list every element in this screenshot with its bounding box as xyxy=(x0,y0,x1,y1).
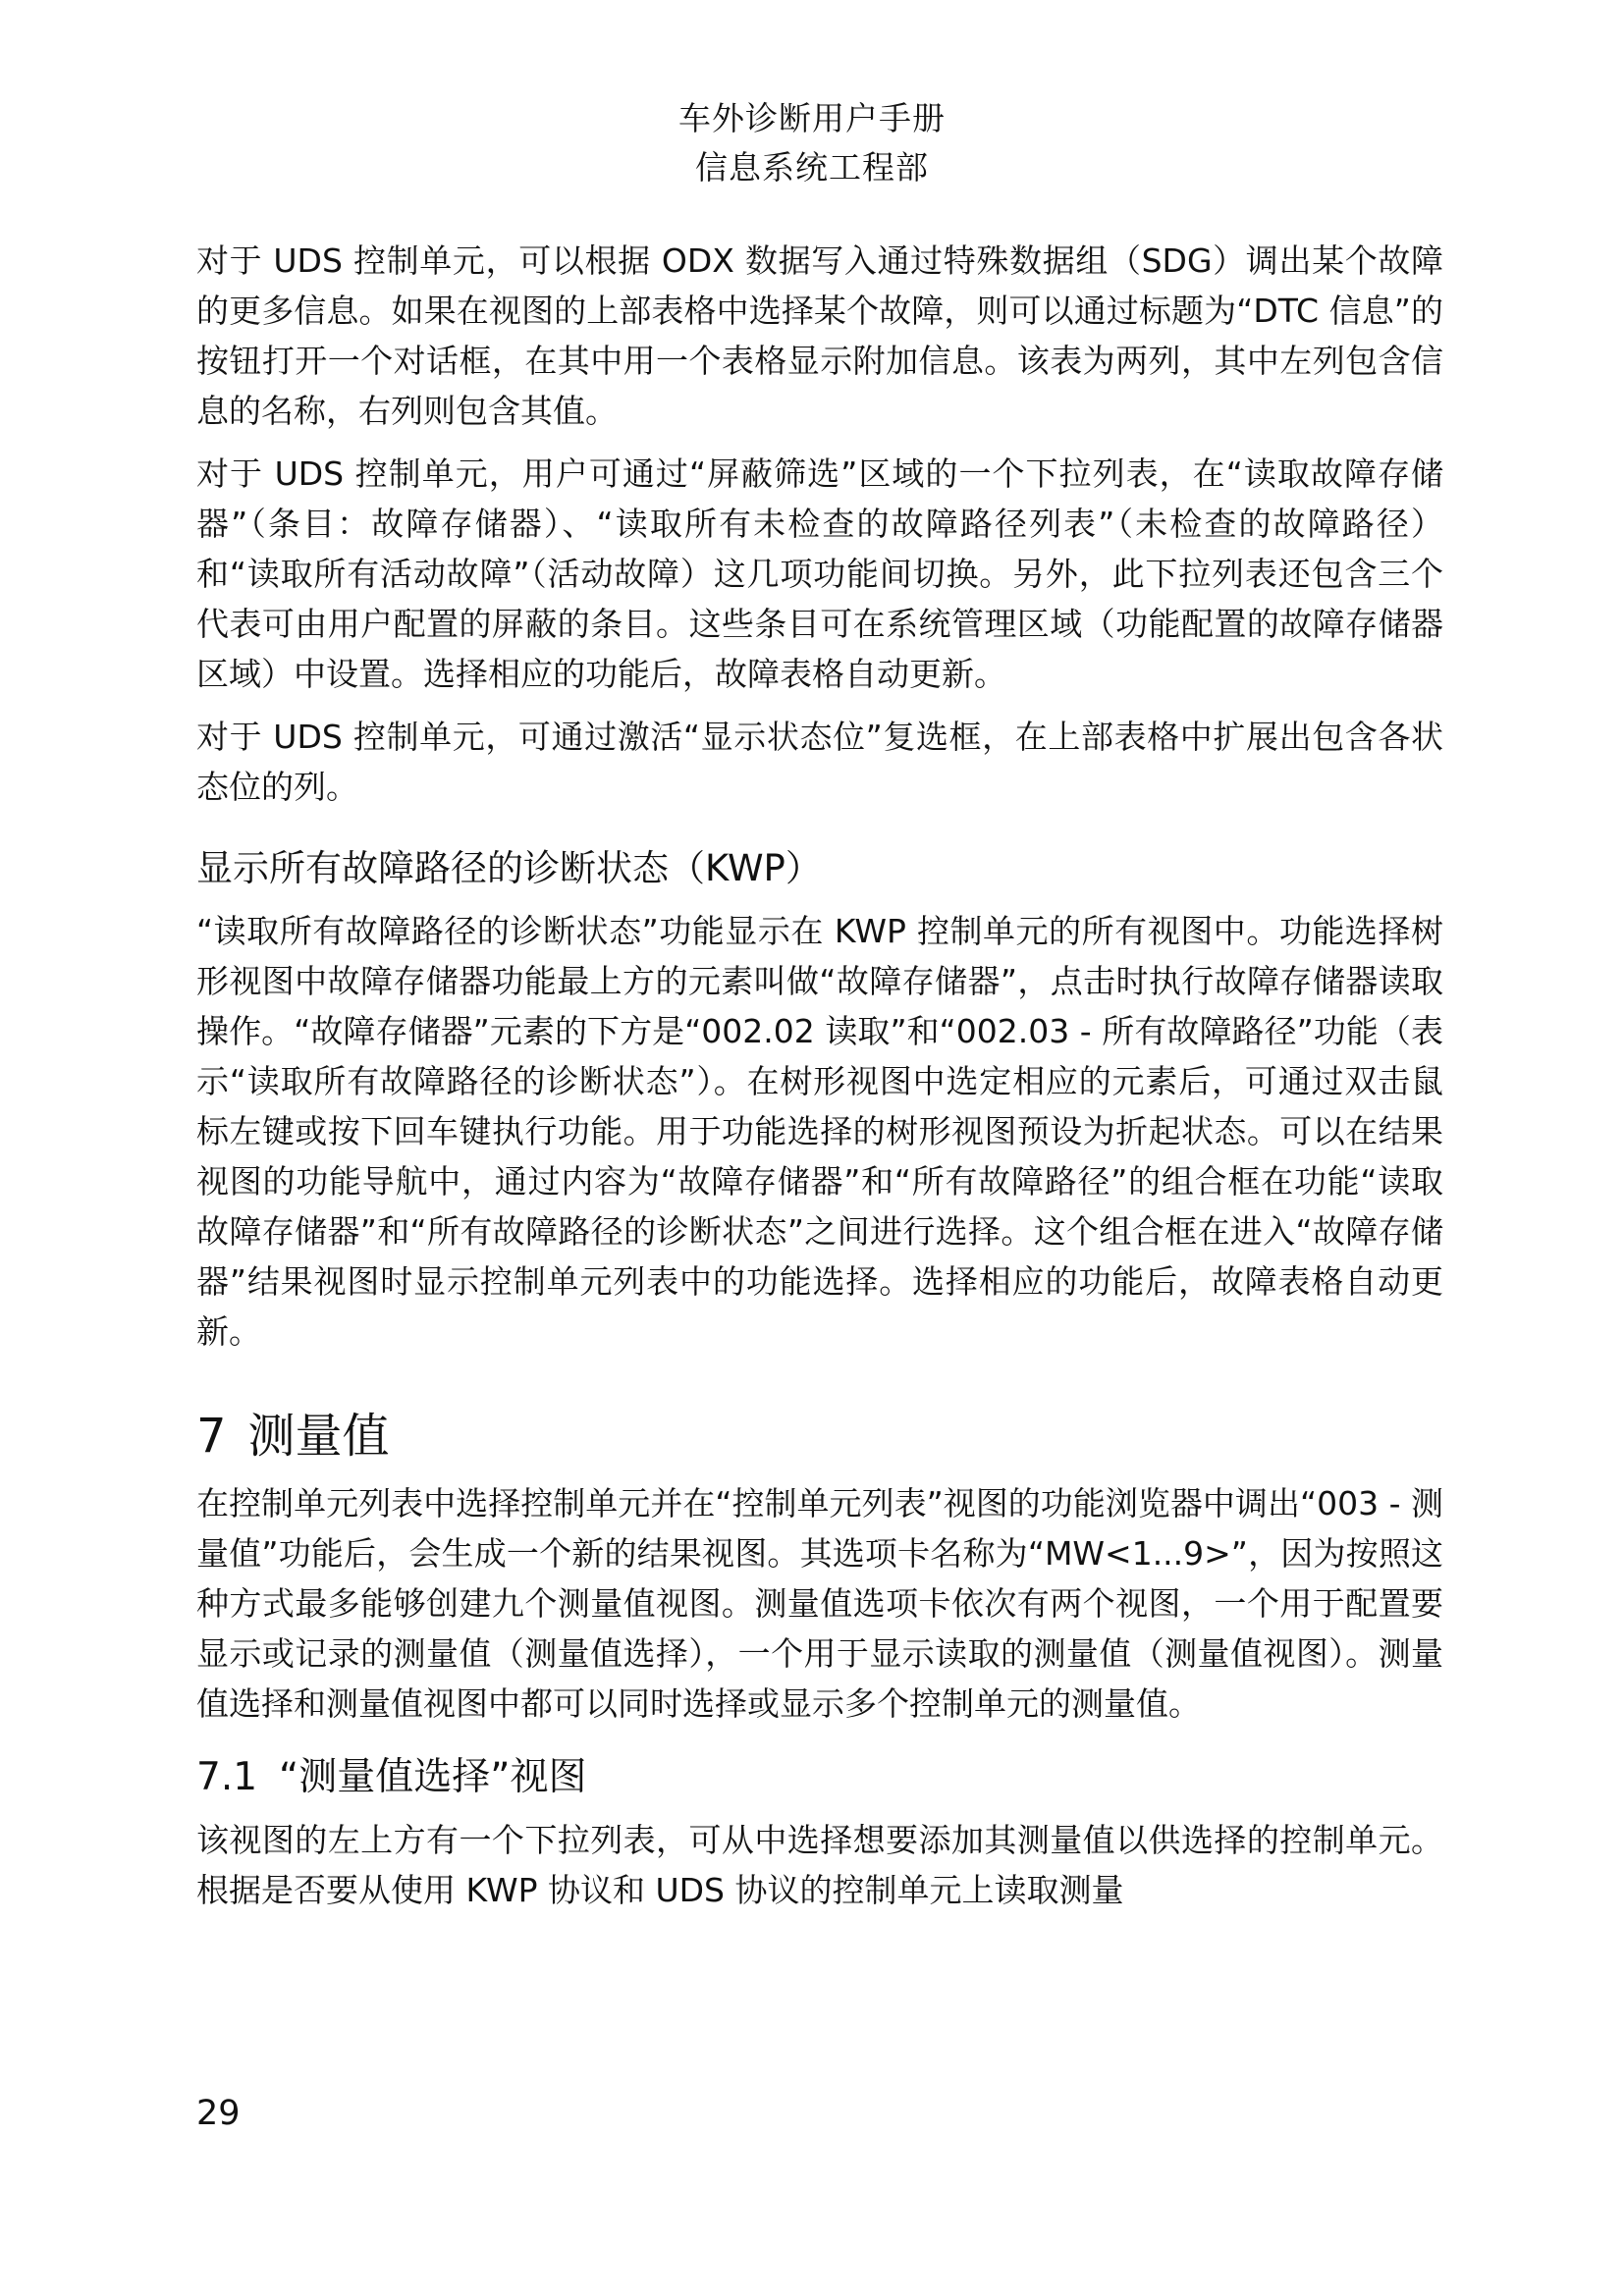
paragraph-uds-sdg: 对于 UDS 控制单元，可以根据 ODX 数据写入通过特殊数据组（SDG）调出某个故障的更多信息。如果在视图的上部表格中选择某个故障，则可以通过标题为“DTC 信息”的按钮打开一个对话框，在其中用一个表格显示附加信息。该表为两列，其中左列包含信息的名称，右列则包含其值。 xyxy=(196,241,1443,430)
paragraph-measurement-selection-view: 该视图的左上方有一个下拉列表，可从中选择想要添加其测量值以供选择的控制单元。根据是否要从使用 KWP 协议和 UDS 协议的控制单元上读取测量 xyxy=(196,1821,1443,1909)
section-heading xyxy=(196,1748,1443,1807)
paragraph-uds-status-bits: 对于 UDS 控制单元，可通过激活“显示状态位”复选框，在上部表格中扩展出包含各状态位的列。 xyxy=(196,718,1443,806)
paragraph-measurement-values-intro: 在控制单元列表中选择控制单元并在“控制单元列表”视图的功能浏览器中调出“003 - 测量值”功能后，会生成一个新的结果视图。其选项卡名称为“MW<1...9>”，因为按照这种方式最多能够创建九个测量值视图。测量值选项卡依次有两个视图，一个用于配置要显示或记录的测量值（测量值选择），一个用于显示读取的测量值（测量值视图）。测量值选择和测量值视图中都可以同时选择或显示多个控制单元的测量值。 xyxy=(196,1484,1443,1723)
body-content xyxy=(196,236,1443,1928)
department-name: 信息系统工程部 xyxy=(695,148,929,187)
chapter-number: 7 xyxy=(196,1409,227,1464)
page-header xyxy=(0,94,1624,192)
manual-title: 车外诊断用户手册 xyxy=(678,99,946,137)
section-title: “测量值选择”视图 xyxy=(279,1755,587,1799)
chapter-title: 测量值 xyxy=(247,1409,390,1464)
heading-kwp-diagnostic-status: 显示所有故障路径的诊断状态（KWP） xyxy=(196,847,822,889)
paragraph-uds-mask-filter: 对于 UDS 控制单元，用户可通过“屏蔽筛选”区域的一个下拉列表，在“读取故障存储器”（条目：故障存储器）、“读取所有未检查的故障路径列表”（未检查的故障路径）和“读取所有活动故障”（活动故障）这几项功能间切换。另外，此下拉列表还包含三个代表可由用户配置的屏蔽的条目。这些条目可在系统管理区域（功能配置的故障存储器区域）中设置。选择相应的功能后，故障表格自动更新。 xyxy=(196,454,1443,693)
chapter-heading xyxy=(196,1402,1443,1470)
paragraph-kwp-function: “读取所有故障路径的诊断状态”功能显示在 KWP 控制单元的所有视图中。功能选择树形视图中故障存储器功能最上方的元素叫做“故障存储器”，点击时执行故障存储器读取操作。“故障存储器”元素的下方是“002.02 读取”和“002.03 - 所有故障路径”功能（表示“读取所有故障路径的诊断状态”）。在树形视图中选定相应的元素后，可通过双击鼠标左键或按下回车键执行功能。用于功能选择的树形视图预设为折起状态。可以在结果视图的功能导航中，通过内容为“故障存储器”和“所有故障路径”的组合框在功能“读取故障存储器”和“所有故障路径的诊断状态”之间进行选择。这个组合框在进入“故障存储器”结果视图时显示控制单元列表中的功能选择。选择相应的功能后，故障表格自动更新。 xyxy=(196,912,1443,1351)
page-number: 29 xyxy=(196,2094,241,2133)
section-number: 7.1 xyxy=(196,1755,258,1799)
